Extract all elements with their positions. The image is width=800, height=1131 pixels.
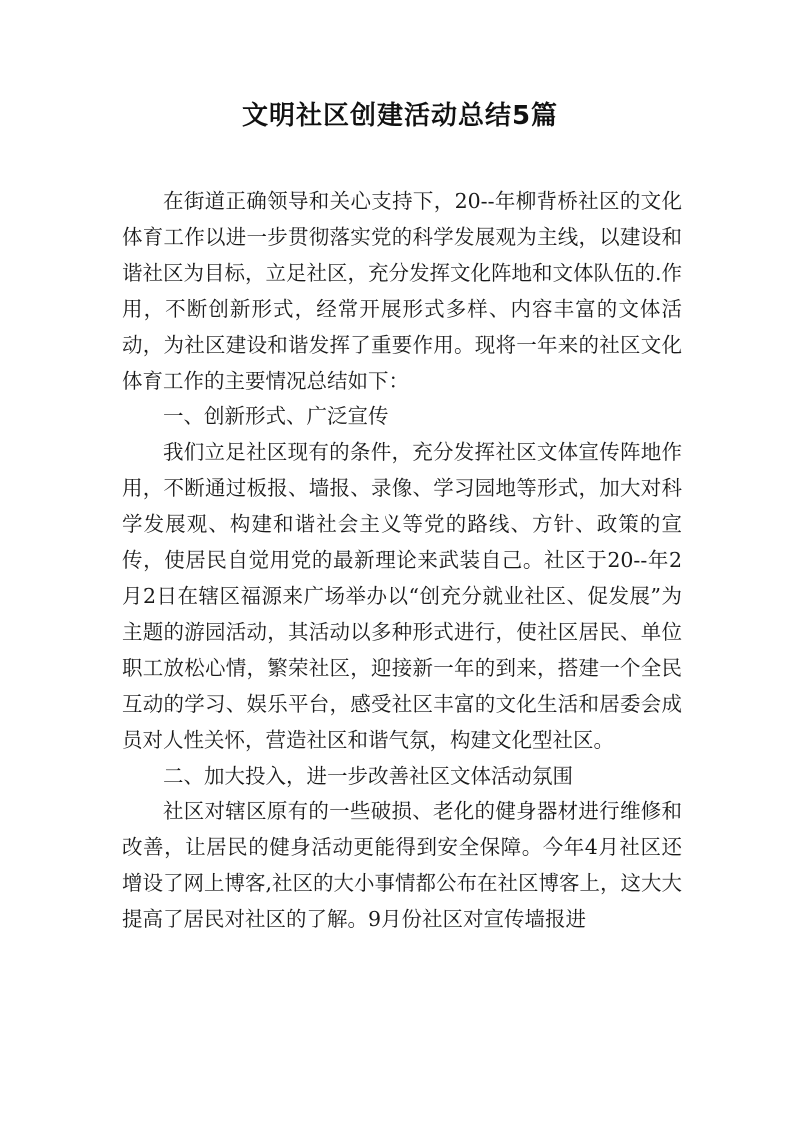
document-title: 文明社区创建活动总结5篇 — [241, 101, 559, 131]
section-heading-1: 一、创新形式、广泛宣传 — [163, 404, 389, 429]
paragraph-section-2: 社区对辖区原有的一些破损、老化的健身器材进行维修和改善，让居民的健身活动更能得到安全保障。今年4月社区还增设了网上博客,社区的大小事情都公布在社区博客上，这大大提高了居民对社区的了解。9月份社区对宣传墙报进 — [122, 799, 683, 932]
section-heading-2: 二、加大投入，进一步改善社区文体活动氛围 — [163, 763, 573, 788]
document-body — [122, 184, 682, 938]
paragraph-section-1: 我们立足社区现有的条件，充分发挥社区文体宣传阵地作用，不断通过板报、墙报、录像、学习园地等形式，加大对科学发展观、构建和谐社会主义等党的路线、方针、政策的宣传，使居民自觉用党的最新理论来武装自己。社区于20--年2月2日在辖区福源来广场举办以“创充分就业社区、促发展”为主题的游园活动，其活动以多种形式进行，使社区居民、单位职工放松心情，繁荣社区，迎接新一年的到来，搭建一个全民互动的学习、娱乐平台，感受社区丰富的文化生活和居委会成员对人性关怀，营造社区和谐气氛，构建文化型社区。 — [122, 440, 682, 752]
paragraph-intro: 在街道正确领导和关心支持下，20--年柳背桥社区的文化体育工作以进一步贯彻落实党的科学发展观为主线，以建设和谐社区为目标，立足社区，充分发挥文化阵地和文体队伍的.作用，不断创新形式，经常开展形式多样、内容丰富的文体活动，为社区建设和谐发挥了重要作用。现将一年来的社区文化体育工作的主要情况总结如下： — [122, 189, 683, 393]
